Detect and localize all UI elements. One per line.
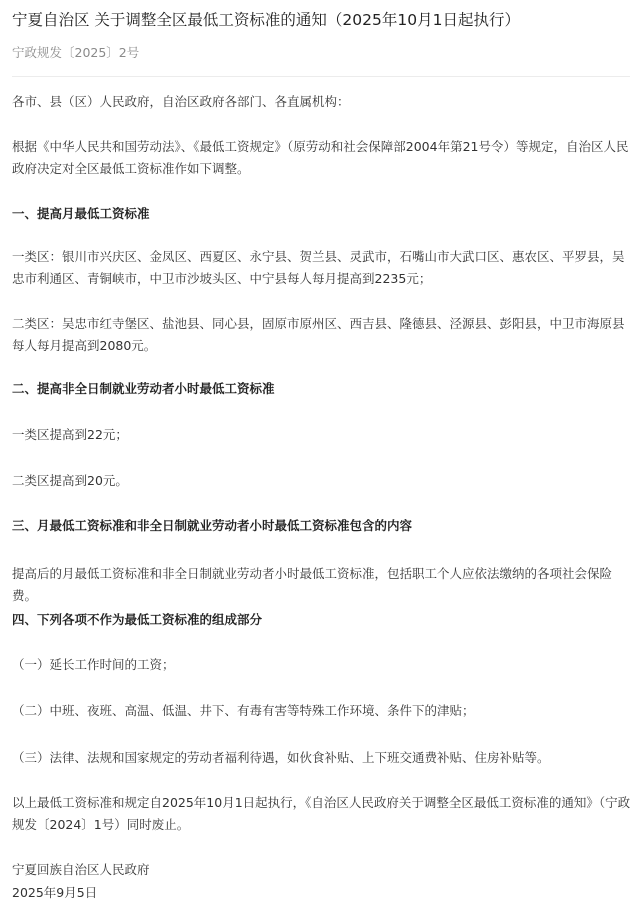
section4-heading: 四、下列各项不作为最低工资标准的组成部分 bbox=[12, 612, 263, 627]
section3-body: 提高后的月最低工资标准和非全日制就业劳动者小时最低工资标准，包括职工个人应依法缴纳的各项社会保险费。 bbox=[12, 566, 613, 603]
article-title: 宁夏自治区 关于调整全区最低工资标准的通知（2025年10月1日起执行） bbox=[12, 11, 520, 29]
signature: 宁夏回族自治区人民政府 bbox=[12, 862, 150, 877]
section2-class1: 一类区提高到22元； bbox=[12, 427, 128, 442]
section4-item3: （三）法律、法规和国家规定的劳动者福利待遇，如伙食补贴、上下班交通费补贴、住房补贴等。 bbox=[12, 750, 550, 765]
section2-class2: 二类区提高到20元。 bbox=[12, 473, 128, 488]
signature-date: 2025年9月5日 bbox=[12, 885, 98, 900]
section3-heading: 三、月最低工资标准和非全日制就业劳动者小时最低工资标准包含的内容 bbox=[12, 518, 413, 533]
salutation: 各市、县（区）人民政府，自治区政府各部门、各直属机构： bbox=[12, 94, 350, 109]
section2-heading: 二、提高非全日制就业劳动者小时最低工资标准 bbox=[12, 381, 275, 396]
closing-paragraph: 以上最低工资标准和规定自2025年10月1日起执行，《自治区人民政府关于调整全区最低工资标准的通知》（宁政规发〔2024〕1号）同时废止。 bbox=[12, 795, 631, 832]
section1-class2: 二类区：吴忠市红寺堡区、盐池县、同心县，固原市原州区、西吉县、隆德县、泾源县、彭阳县，中卫市海原县每人每月提高到2080元。 bbox=[12, 316, 625, 353]
section1-class1: 一类区：银川市兴庆区、金凤区、西夏区、永宁县、贺兰县、灵武市，石嘴山市大武口区、惠农区、平罗县，吴忠市利通区、青铜峡市，中卫市沙坡头区、中宁县每人每月提高到2235元； bbox=[12, 249, 625, 286]
intro-paragraph: 根据《中华人民共和国劳动法》、《最低工资规定》（原劳动和社会保障部2004年第21号令）等规定，自治区人民政府决定对全区最低工资标准作如下调整。 bbox=[12, 139, 629, 176]
header-divider bbox=[12, 76, 630, 77]
section1-heading: 一、提高月最低工资标准 bbox=[12, 206, 150, 221]
section4-item1: （一）延长工作时间的工资； bbox=[12, 657, 175, 672]
section4-item2: （二）中班、夜班、高温、低温、井下、有毒有害等特殊工作环境、条件下的津贴； bbox=[12, 703, 475, 718]
document-number: 宁政规发〔2025〕2号 bbox=[12, 45, 140, 60]
